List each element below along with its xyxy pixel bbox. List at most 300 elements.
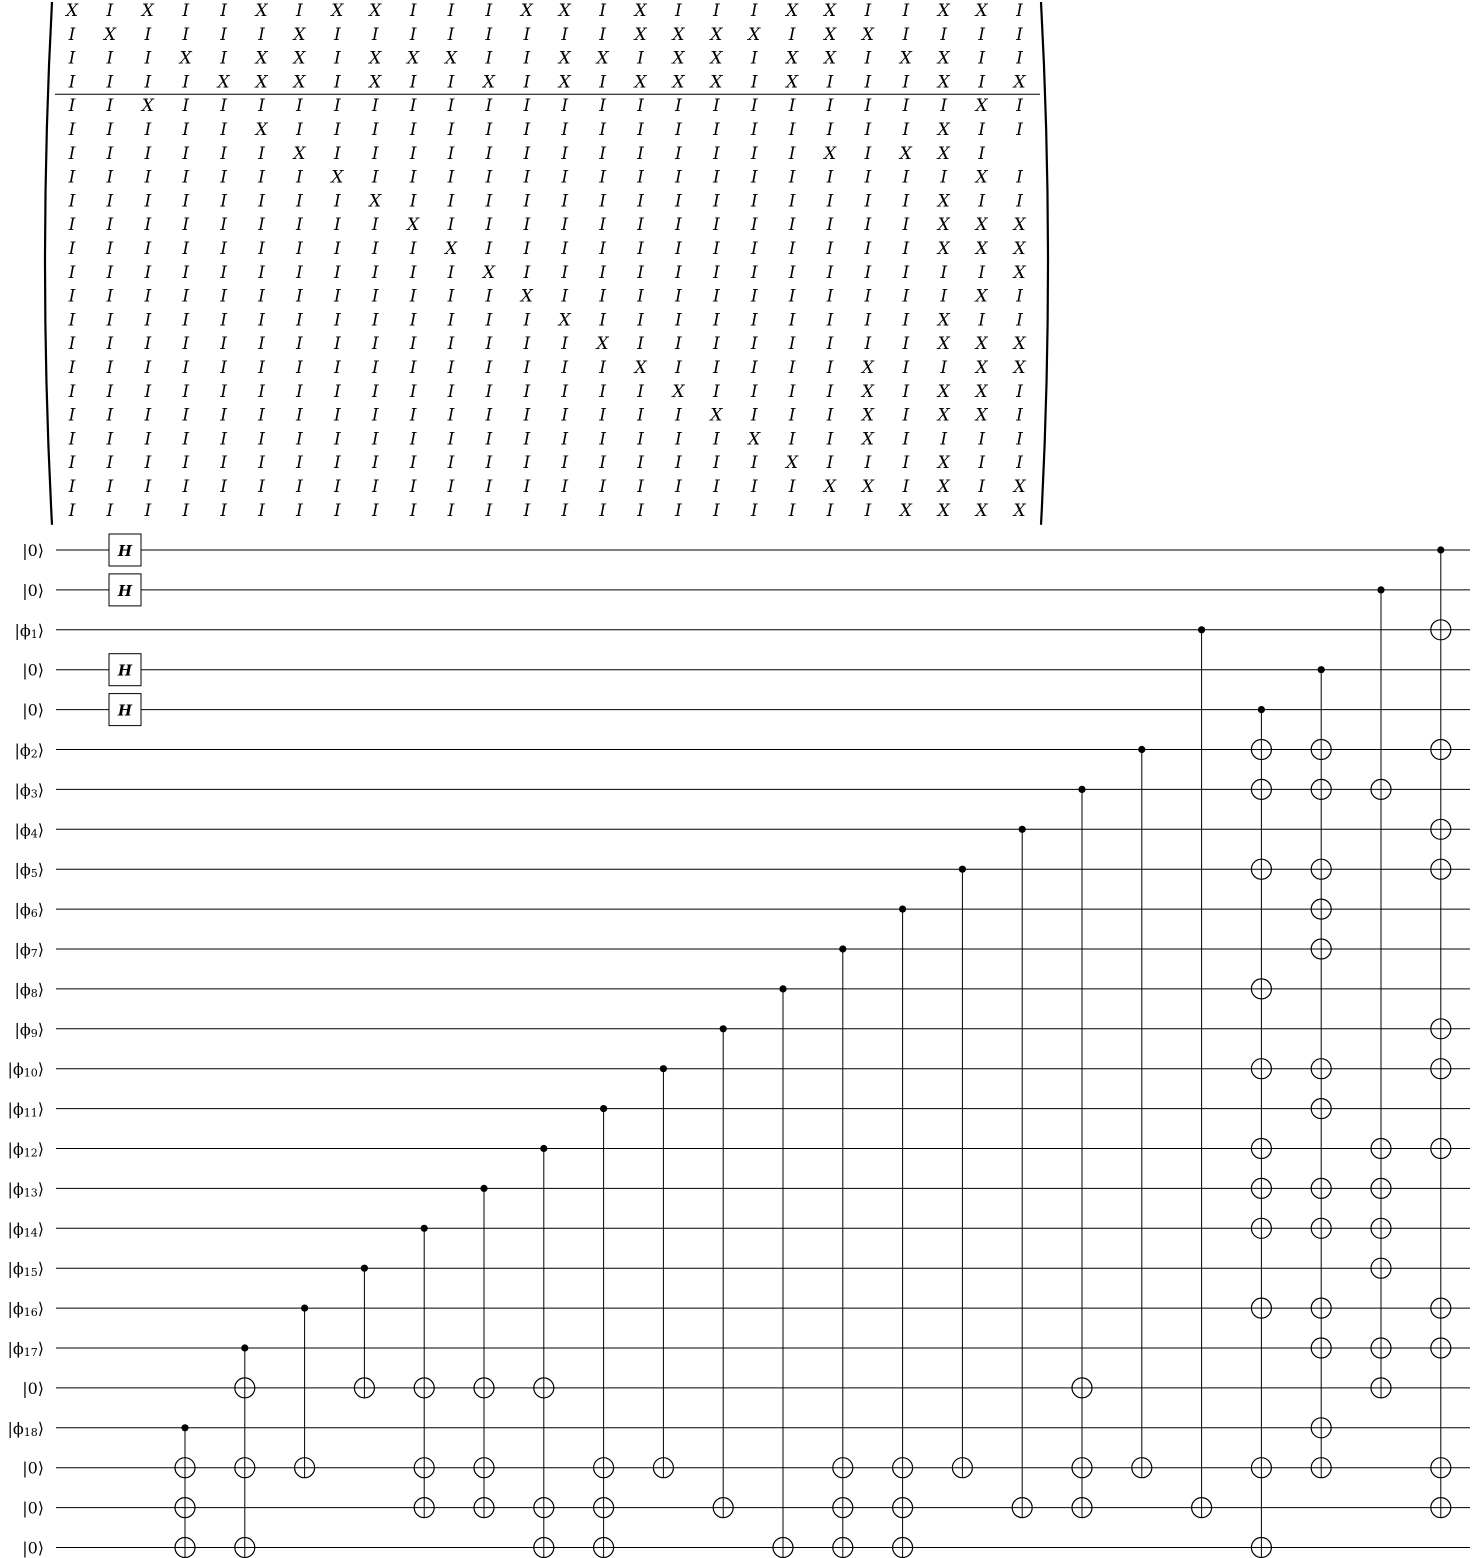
cnot-target bbox=[1251, 1538, 1271, 1558]
wire-label-ket-close: ⟩ bbox=[37, 1019, 44, 1039]
wire-label bbox=[7, 1299, 44, 1319]
matrix-cell: X bbox=[937, 453, 950, 474]
matrix-cell: I bbox=[675, 262, 682, 283]
matrix-cell: X bbox=[293, 24, 306, 45]
matrix-cell: I bbox=[296, 310, 303, 331]
wire-label-ket-close: ⟩ bbox=[37, 859, 44, 879]
matrix-cell: I bbox=[902, 167, 910, 188]
wire-label-subscript: 13 bbox=[23, 1185, 38, 1199]
matrix-cell: I bbox=[902, 120, 910, 140]
matrix-cell: I bbox=[523, 48, 531, 69]
matrix-cell: I bbox=[447, 262, 455, 283]
matrix-cell: I bbox=[447, 167, 455, 188]
cnot-target bbox=[1251, 740, 1271, 760]
cnot-target bbox=[1371, 1338, 1391, 1358]
wire-label-subscript: 12 bbox=[23, 1146, 38, 1159]
matrix-cell: I bbox=[523, 167, 531, 188]
matrix-cell: I bbox=[599, 239, 606, 259]
wire-label-ket-close: ⟩ bbox=[37, 939, 44, 959]
matrix-cell: I bbox=[68, 477, 76, 497]
matrix-cell: I bbox=[371, 477, 379, 497]
cnot-target bbox=[1132, 1458, 1152, 1478]
matrix-cell: I bbox=[144, 477, 152, 497]
matrix-cell: I bbox=[561, 381, 569, 402]
matrix-cell: I bbox=[826, 334, 834, 355]
matrix-cell: I bbox=[902, 429, 910, 450]
matrix-cell: I bbox=[220, 429, 227, 450]
matrix-cell: I bbox=[864, 72, 872, 93]
cnot-target bbox=[1192, 1498, 1212, 1518]
wire-label bbox=[7, 1219, 44, 1239]
matrix-cell: I bbox=[637, 310, 644, 331]
matrix-cell: I bbox=[940, 286, 948, 307]
matrix-cell: X bbox=[937, 215, 950, 236]
wire-label-ket-close: ⟩ bbox=[37, 1099, 44, 1119]
matrix-cell: I bbox=[523, 262, 531, 283]
matrix-cell: I bbox=[561, 262, 569, 283]
wire-label-ket-close: ⟩ bbox=[37, 779, 44, 799]
cnot-target bbox=[893, 1458, 913, 1478]
matrix-cell: I bbox=[144, 429, 152, 450]
matrix-cell: I bbox=[712, 215, 720, 236]
matrix-cell: I bbox=[788, 286, 796, 307]
matrix-cell: I bbox=[1016, 429, 1023, 450]
matrix-cell: X bbox=[293, 72, 306, 93]
matrix-cell: I bbox=[333, 310, 341, 331]
matrix-cell: I bbox=[902, 191, 910, 212]
wire-label-base: |ϕ bbox=[7, 1059, 24, 1079]
matrix-cell: X bbox=[937, 477, 950, 497]
matrix-cell: I bbox=[826, 215, 834, 236]
control-dot bbox=[959, 866, 966, 873]
wire-label-ket-close: ⟩ bbox=[37, 1418, 44, 1438]
cnot-target bbox=[534, 1378, 554, 1398]
matrix-cell: I bbox=[333, 358, 341, 378]
matrix-cell: X bbox=[975, 500, 988, 521]
wire-label-base: |0⟩ bbox=[22, 1458, 44, 1478]
matrix-cell: I bbox=[712, 262, 720, 283]
matrix-cell: I bbox=[68, 286, 76, 307]
wire-label-base: |ϕ bbox=[7, 1298, 24, 1318]
matrix-cell: X bbox=[369, 191, 382, 212]
matrix-cell: I bbox=[182, 310, 190, 331]
matrix-cell: I bbox=[637, 120, 644, 140]
matrix-cell: I bbox=[864, 239, 872, 259]
matrix-cell: I bbox=[523, 500, 531, 521]
matrix-cell: X bbox=[1013, 358, 1026, 378]
pauli-matrix bbox=[45, 1, 1048, 525]
matrix-cell: I bbox=[599, 358, 606, 378]
matrix-cell: X bbox=[558, 48, 571, 69]
matrix-cell: X bbox=[937, 143, 950, 164]
control-dot bbox=[421, 1225, 428, 1232]
matrix-cell: X bbox=[823, 1, 837, 21]
matrix-cell: I bbox=[296, 358, 303, 378]
matrix-cell: I bbox=[485, 381, 493, 402]
matrix-cell: I bbox=[371, 262, 379, 283]
matrix-cell: I bbox=[637, 405, 644, 426]
cnot-target bbox=[1311, 859, 1331, 879]
matrix-cell: I bbox=[712, 381, 720, 402]
matrix-cell: I bbox=[409, 262, 417, 283]
matrix-cell: I bbox=[220, 1, 227, 21]
matrix-cell: I bbox=[106, 286, 114, 307]
matrix-cell: X bbox=[444, 239, 458, 259]
wire-label bbox=[22, 1538, 44, 1557]
wire-label-base: |0⟩ bbox=[22, 1538, 44, 1557]
cnot-target bbox=[1311, 740, 1331, 760]
matrix-cell: I bbox=[750, 358, 758, 378]
cnot-target bbox=[235, 1458, 255, 1478]
wire-label-ket-close: ⟩ bbox=[37, 740, 44, 759]
matrix-cell: I bbox=[106, 262, 114, 283]
matrix-cell: I bbox=[106, 191, 114, 212]
matrix-cell: I bbox=[296, 334, 303, 355]
control-dot bbox=[540, 1145, 547, 1152]
wire-label-ket-close: ⟩ bbox=[37, 620, 44, 640]
matrix-cell: I bbox=[220, 358, 227, 378]
matrix-cell: X bbox=[937, 500, 950, 521]
matrix-cell: I bbox=[220, 167, 227, 188]
matrix-cell: I bbox=[599, 262, 606, 283]
matrix-cell: X bbox=[937, 405, 950, 426]
matrix-cell: I bbox=[182, 215, 190, 236]
matrix-cell: I bbox=[788, 239, 796, 259]
matrix-cell: I bbox=[182, 120, 190, 140]
matrix-cell: X bbox=[558, 72, 571, 93]
cnot-target bbox=[1431, 1498, 1451, 1518]
matrix-cell: X bbox=[65, 1, 79, 21]
matrix-cell: I bbox=[371, 24, 379, 45]
wire-label-base: |ϕ bbox=[14, 740, 31, 759]
matrix-cell: I bbox=[220, 286, 227, 307]
cnot-target bbox=[1371, 1258, 1391, 1278]
matrix-cell: I bbox=[750, 1, 758, 21]
matrix-cell: I bbox=[220, 334, 227, 355]
matrix-cell: I bbox=[826, 500, 834, 521]
wire-label bbox=[22, 1498, 44, 1517]
matrix-cell: I bbox=[409, 500, 417, 521]
matrix-cell: I bbox=[750, 477, 758, 497]
matrix-cell: I bbox=[599, 286, 606, 307]
wire-label-subscript: 6 bbox=[30, 906, 38, 920]
matrix-cell: I bbox=[788, 215, 796, 236]
matrix-cell: X bbox=[710, 24, 723, 45]
matrix-cell: I bbox=[675, 453, 682, 474]
matrix-cell: I bbox=[68, 405, 76, 426]
matrix-cell: I bbox=[182, 239, 190, 259]
matrix-cell: I bbox=[182, 1, 190, 21]
matrix-cell: I bbox=[637, 477, 644, 497]
matrix-cell: I bbox=[409, 1, 417, 21]
matrix-cell: I bbox=[182, 286, 190, 307]
cnot-target bbox=[474, 1378, 494, 1398]
matrix-cell: I bbox=[788, 405, 796, 426]
matrix-cell: I bbox=[940, 358, 948, 378]
matrix-cell: I bbox=[144, 215, 152, 236]
matrix-cell: I bbox=[333, 72, 341, 93]
matrix-cell: I bbox=[675, 477, 682, 497]
matrix-cell: I bbox=[296, 477, 303, 497]
matrix-cell: X bbox=[937, 334, 950, 355]
matrix-cell: I bbox=[144, 334, 152, 355]
matrix-cell: X bbox=[217, 72, 230, 93]
cnot-target bbox=[1072, 1458, 1092, 1478]
matrix-cell: X bbox=[786, 453, 799, 474]
matrix-cell: I bbox=[637, 453, 644, 474]
cnot-target bbox=[833, 1498, 853, 1518]
wire-label bbox=[14, 620, 44, 640]
matrix-cell: I bbox=[106, 381, 114, 402]
matrix-cell: X bbox=[407, 215, 420, 236]
matrix-cell: I bbox=[371, 286, 379, 307]
matrix-cell: I bbox=[220, 262, 227, 283]
wire-label-base: |ϕ bbox=[14, 779, 31, 799]
matrix-cell: X bbox=[369, 48, 382, 69]
matrix-cell: X bbox=[672, 72, 685, 93]
matrix-cell: X bbox=[823, 48, 837, 69]
matrix-cell: X bbox=[748, 429, 761, 450]
matrix-cell: I bbox=[68, 96, 76, 117]
cnot-target bbox=[1251, 1178, 1271, 1198]
matrix-cell: I bbox=[826, 286, 834, 307]
matrix-cell: I bbox=[220, 48, 227, 69]
cnot-target bbox=[1431, 819, 1451, 839]
cnot-target bbox=[235, 1538, 255, 1558]
matrix-cell: I bbox=[864, 310, 872, 331]
matrix-cell: X bbox=[937, 1, 950, 21]
matrix-cell: I bbox=[296, 215, 303, 236]
matrix-cell: X bbox=[1013, 262, 1026, 283]
matrix-cell: I bbox=[409, 191, 417, 212]
matrix-cell: I bbox=[788, 500, 796, 521]
matrix-cell: I bbox=[675, 405, 682, 426]
matrix-cell: I bbox=[333, 191, 341, 212]
matrix-cell: I bbox=[220, 239, 227, 259]
control-dot bbox=[1198, 626, 1205, 633]
matrix-cell: X bbox=[710, 405, 723, 426]
control-dot bbox=[1318, 666, 1325, 673]
matrix-cell: I bbox=[978, 453, 985, 474]
matrix-cell: I bbox=[675, 429, 682, 450]
matrix-cell: I bbox=[144, 405, 152, 426]
matrix-cell: I bbox=[599, 310, 606, 331]
matrix-cell: I bbox=[750, 286, 758, 307]
matrix-cell: I bbox=[978, 24, 985, 45]
matrix-cell: I bbox=[864, 286, 872, 307]
matrix-cell: I bbox=[220, 24, 227, 45]
matrix-cell: I bbox=[371, 120, 379, 140]
matrix-cell: I bbox=[296, 262, 303, 283]
matrix-cell: I bbox=[333, 48, 341, 69]
matrix-cell: I bbox=[637, 381, 644, 402]
hadamard-gate-label: H bbox=[117, 542, 133, 560]
matrix-cell: I bbox=[826, 72, 834, 93]
matrix-cell: I bbox=[447, 1, 455, 21]
matrix-cell: I bbox=[712, 429, 720, 450]
matrix-cell: I bbox=[561, 405, 569, 426]
cnot-target bbox=[1371, 779, 1391, 799]
matrix-cell: I bbox=[409, 167, 417, 188]
matrix-cell: I bbox=[826, 453, 834, 474]
matrix-cell: I bbox=[296, 381, 303, 402]
matrix-cell: I bbox=[106, 310, 114, 331]
matrix-cell: X bbox=[975, 215, 988, 236]
matrix-cell: I bbox=[409, 72, 417, 93]
control-dot bbox=[1019, 826, 1026, 833]
cnot-target bbox=[354, 1378, 374, 1398]
cnot-target bbox=[414, 1378, 434, 1398]
matrix-cell: I bbox=[599, 24, 606, 45]
matrix-cell: I bbox=[333, 405, 341, 426]
matrix-cell: I bbox=[864, 96, 872, 117]
matrix-cell: I bbox=[485, 96, 493, 117]
matrix-cell: I bbox=[864, 215, 872, 236]
matrix-cell: X bbox=[937, 191, 950, 212]
cnot-target bbox=[773, 1538, 793, 1558]
matrix-cell: I bbox=[788, 120, 796, 140]
matrix-cell: I bbox=[864, 48, 872, 69]
matrix-cell: I bbox=[637, 239, 644, 259]
matrix-cell: I bbox=[561, 191, 569, 212]
matrix-cell: X bbox=[710, 48, 723, 69]
matrix-cell: X bbox=[293, 143, 306, 164]
matrix-cell: I bbox=[220, 453, 227, 474]
matrix-cell: I bbox=[712, 477, 720, 497]
matrix-cell: I bbox=[750, 262, 758, 283]
matrix-cell: I bbox=[485, 429, 493, 450]
matrix-cell: I bbox=[978, 48, 985, 69]
wire-label bbox=[22, 1378, 44, 1397]
matrix-cell: I bbox=[296, 500, 303, 521]
matrix-cell: X bbox=[255, 48, 268, 69]
wire-label bbox=[7, 1059, 44, 1079]
matrix-cell: I bbox=[902, 310, 910, 331]
matrix-cell: I bbox=[144, 453, 152, 474]
matrix-cell: I bbox=[750, 310, 758, 331]
hadamard-gate-label: H bbox=[117, 701, 133, 720]
matrix-cell: I bbox=[826, 120, 834, 140]
wire-label-subscript: 11 bbox=[23, 1106, 38, 1120]
cnot-target bbox=[1311, 1298, 1331, 1318]
matrix-cell: I bbox=[447, 72, 455, 93]
matrix-cell: I bbox=[296, 96, 303, 117]
matrix-cell: I bbox=[371, 96, 379, 117]
matrix-cell: I bbox=[106, 143, 114, 164]
matrix-cell: I bbox=[409, 120, 417, 140]
wire-label-base: |ϕ bbox=[7, 1178, 24, 1198]
matrix-cell: X bbox=[1013, 477, 1026, 497]
matrix-cell: I bbox=[144, 286, 152, 307]
matrix-cell: I bbox=[447, 286, 455, 307]
cnot-target bbox=[414, 1458, 434, 1478]
matrix-cell: I bbox=[561, 239, 569, 259]
matrix-cell: I bbox=[788, 167, 796, 188]
matrix-cell: I bbox=[978, 191, 985, 212]
cnot-target bbox=[893, 1498, 913, 1518]
cnot-target bbox=[1251, 1298, 1271, 1318]
wire-label-subscript: 10 bbox=[23, 1066, 38, 1080]
matrix-cell: I bbox=[106, 334, 114, 355]
matrix-cell: I bbox=[599, 477, 606, 497]
matrix-cell: X bbox=[293, 48, 306, 69]
matrix-cell: I bbox=[561, 500, 569, 521]
matrix-cell: I bbox=[220, 500, 227, 521]
matrix-cell: X bbox=[975, 1, 988, 21]
control-dot bbox=[720, 1025, 727, 1032]
matrix-cell: I bbox=[68, 334, 76, 355]
matrix-cell: I bbox=[333, 120, 341, 140]
matrix-cell: I bbox=[409, 286, 417, 307]
matrix-cell: X bbox=[558, 310, 571, 331]
matrix-cell: I bbox=[144, 262, 152, 283]
matrix-cell: I bbox=[902, 262, 910, 283]
matrix-cell: I bbox=[447, 334, 455, 355]
matrix-cell: I bbox=[750, 120, 758, 140]
matrix-cell: I bbox=[68, 143, 76, 164]
matrix-cell: I bbox=[106, 48, 114, 69]
matrix-cell: I bbox=[68, 358, 76, 378]
matrix-cell: I bbox=[68, 120, 76, 140]
matrix-cell: I bbox=[712, 358, 720, 378]
matrix-cell: X bbox=[255, 72, 268, 93]
matrix-cell: I bbox=[902, 358, 910, 378]
control-dot bbox=[600, 1105, 607, 1112]
matrix-cell: I bbox=[978, 429, 985, 450]
hadamard-gate-label: H bbox=[117, 661, 133, 680]
matrix-cell: I bbox=[296, 429, 303, 450]
matrix-cell: I bbox=[371, 405, 379, 426]
matrix-cell: I bbox=[68, 24, 76, 45]
matrix-cell: X bbox=[937, 239, 950, 259]
matrix-cell: I bbox=[1016, 286, 1023, 307]
matrix-cell: X bbox=[937, 72, 950, 93]
matrix-cell: X bbox=[482, 72, 495, 93]
cnot-target bbox=[1431, 740, 1451, 760]
matrix-cell: I bbox=[712, 1, 720, 21]
matrix-cell: I bbox=[1016, 310, 1023, 331]
matrix-cell: X bbox=[861, 405, 874, 426]
cnot-target bbox=[1431, 1458, 1451, 1478]
wire-label-base: |0⟩ bbox=[22, 580, 44, 600]
cnot-target bbox=[534, 1498, 554, 1518]
matrix-cell: I bbox=[296, 120, 303, 140]
matrix-cell: I bbox=[523, 191, 531, 212]
control-dot bbox=[1138, 746, 1145, 753]
matrix-cell: I bbox=[333, 500, 341, 521]
wire-label-base: |ϕ bbox=[14, 819, 31, 839]
matrix-cell: I bbox=[485, 24, 493, 45]
matrix-cell: I bbox=[561, 477, 569, 497]
cnot-target bbox=[1251, 1139, 1271, 1159]
matrix-cell: I bbox=[220, 143, 227, 164]
matrix-cell: I bbox=[447, 358, 455, 378]
matrix-cell: X bbox=[937, 48, 950, 69]
matrix-cell: X bbox=[596, 334, 609, 355]
matrix-cell: I bbox=[788, 477, 796, 497]
cnot-target bbox=[175, 1498, 195, 1518]
wire-label bbox=[7, 1179, 44, 1199]
matrix-cell: X bbox=[141, 96, 154, 117]
matrix-cell: I bbox=[447, 191, 455, 212]
matrix-cell: I bbox=[1016, 405, 1023, 426]
matrix-cell: I bbox=[788, 191, 796, 212]
quantum-circuit bbox=[7, 534, 1470, 1558]
matrix-cell: I bbox=[599, 96, 606, 117]
cnot-target bbox=[833, 1538, 853, 1558]
matrix-cell: I bbox=[561, 215, 569, 236]
matrix-cell: I bbox=[1016, 453, 1023, 474]
